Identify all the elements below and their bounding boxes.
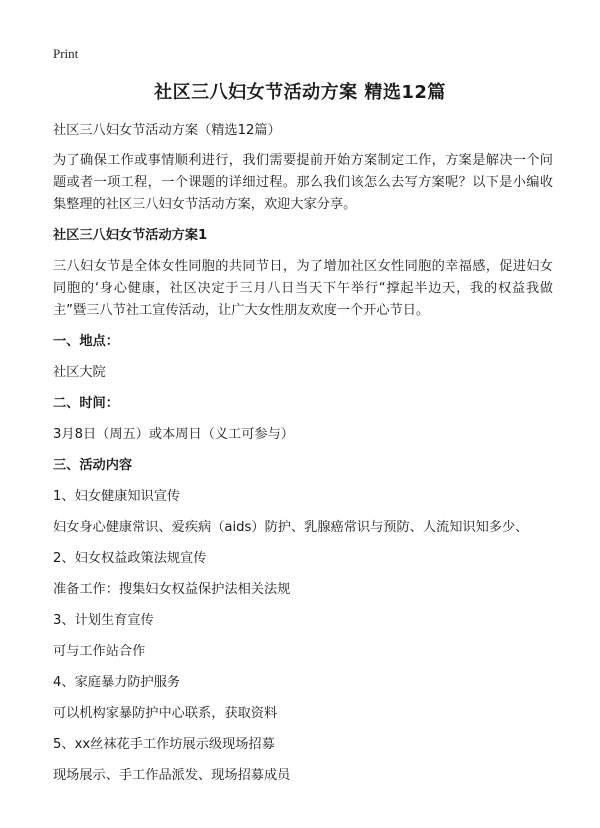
item-desc: 妇女身心健康常识、爱疾病（aids）防护、乳腺癌常识与预防、人流知识知多少、 (53, 520, 529, 535)
section1-heading: 社区三八妇女节活动方案1 (53, 228, 208, 243)
location-heading: 一、地点： (53, 334, 119, 349)
document-title: 社区三八妇女节活动方案 精选12篇 (154, 82, 446, 103)
item-title: 4、家庭暴力防护服务 (53, 675, 181, 690)
location-value: 社区大院 (53, 365, 106, 380)
document-subtitle: 社区三八妇女节活动方案（精选12篇） (53, 123, 281, 138)
item-desc: 可与工作站合作 (53, 644, 146, 659)
print-link[interactable]: Print (53, 46, 79, 61)
intro-paragraph: 为了确保工作或事情顺利进行，我们需要提前开始方案制定工作，方案是解决一个问题或者一项工程，一个课题的详细过程。那么我们该怎么去写方案呢？以下是小编收集整理的社区三八妇女节活动方案，欢迎大家分享。 (53, 153, 553, 212)
item-title: 1、妇女健康知识宣传 (53, 489, 181, 504)
item-title: 2、妇女权益政策法规宣传 (53, 551, 207, 566)
item-desc: 准备工作：搜集妇女权益保护法相关法规 (53, 582, 291, 597)
section1-paragraph: 三八妇女节是全体女性同胞的共同节日，为了增加社区女性同胞的幸福感，促进妇女同胞的‘身心健康，社区决定于三月八日当天下午举行“撑起半边天，我的权益我做主”暨三八节社工宣传活动，让广大女性朋友欢度一个开心节日。 (53, 259, 553, 318)
item-title: 3、计划生育宣传 (53, 613, 154, 628)
document-body (53, 120, 553, 796)
item-title: 5、xx丝袜花手工作坊展示级现场招募 (53, 737, 275, 752)
time-value: 3月8日（周五）或本周日（义工可参与） (53, 427, 294, 442)
content-heading: 三、活动内容 (53, 458, 133, 473)
item-desc: 可以机构家暴防护中心联系，获取资料 (53, 706, 278, 721)
time-heading: 二、时间： (53, 396, 119, 411)
item-desc: 现场展示、手工作品派发、现场招募成员 (53, 768, 291, 783)
